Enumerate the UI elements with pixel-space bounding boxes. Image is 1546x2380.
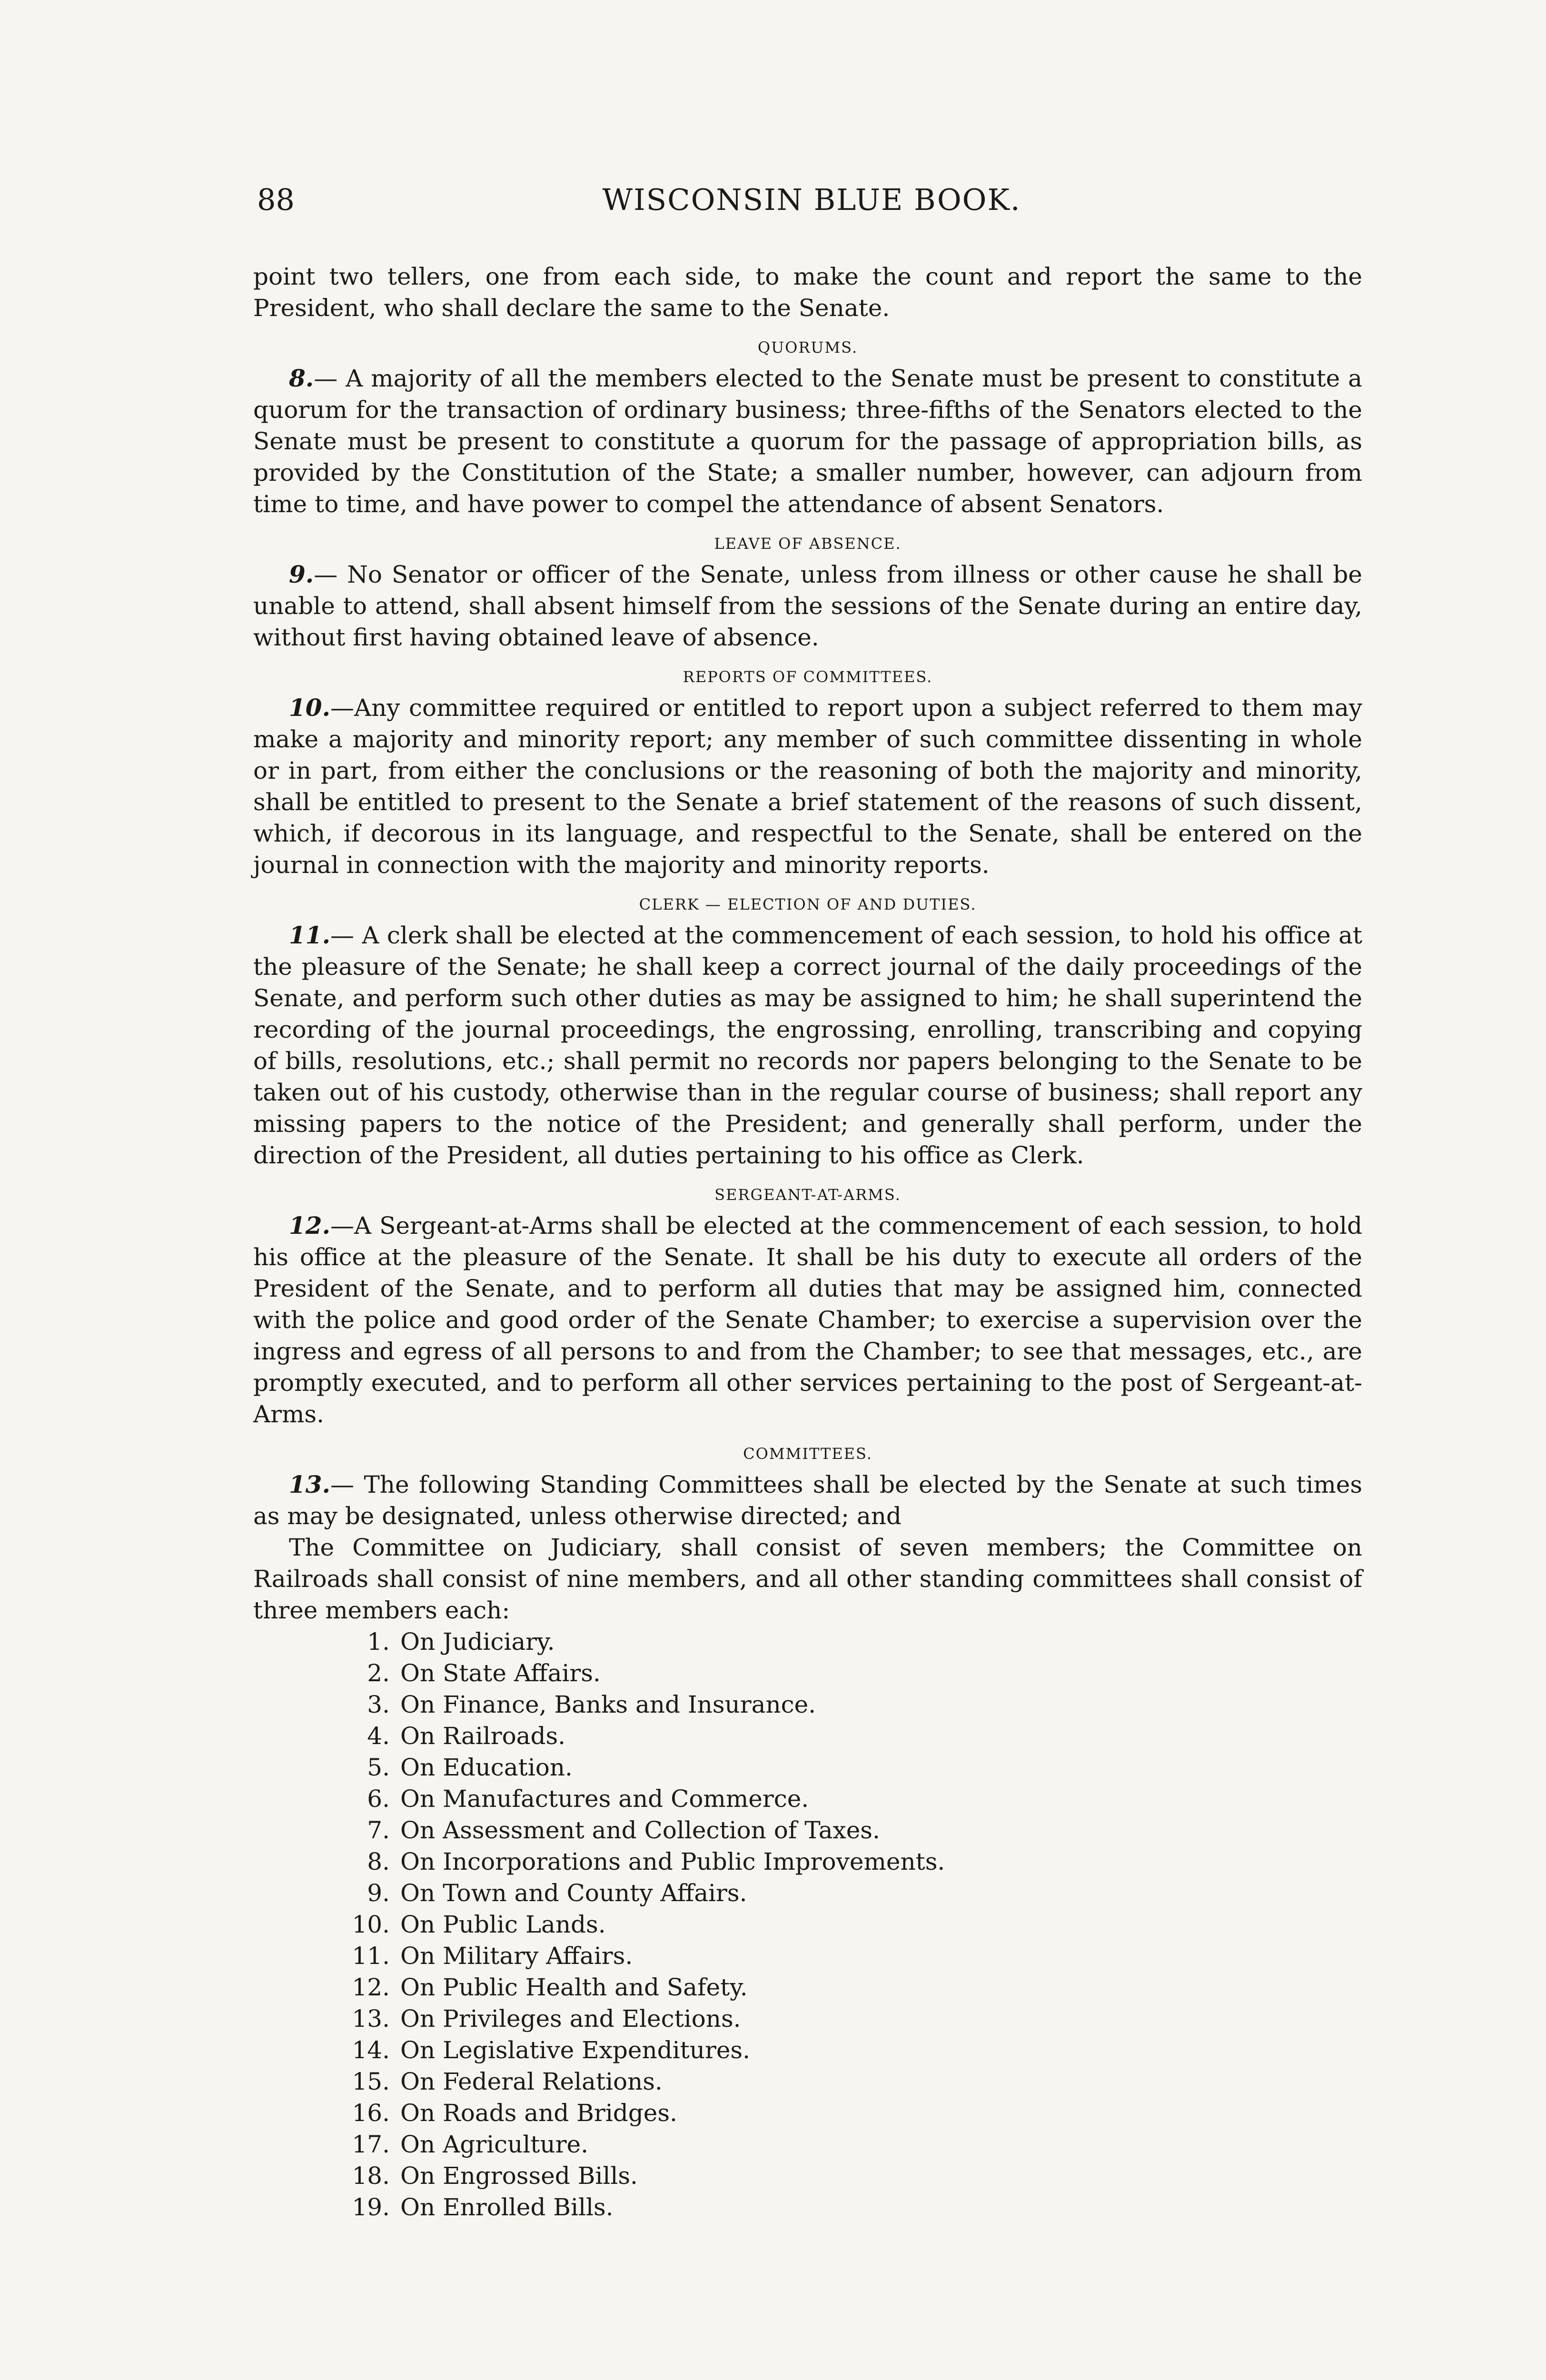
committee-number: 19. xyxy=(352,2193,390,2221)
committee-name: On Agriculture. xyxy=(400,2131,588,2158)
committee-number: 7. xyxy=(367,1816,390,1844)
committee-name: On Privileges and Elections. xyxy=(400,2005,741,2033)
committee-name: On Public Lands. xyxy=(400,1911,606,1938)
committee-name: On Roads and Bridges. xyxy=(400,2099,677,2127)
committee-number: 3. xyxy=(367,1691,390,1718)
page-header xyxy=(257,182,1366,225)
section-heading-clerk: CLERK — ELECTION OF AND DUTIES. xyxy=(639,895,977,913)
rule-13-paragraph xyxy=(253,1469,1362,1532)
rule-text: —Any committee required or entitled to report upon a subject referred to them may make a majority and minority report; any member of such committee dissenting in whole or in part, from either the conclusions or the reasoning of both the majority and minority, shall be entitled to present to the Senate a brief statement of the reasons of such dissent, which, if decorous in its language, and respectful to the Senate, shall be entered on the journal in connection with the majority and minority reports. xyxy=(253,694,1362,879)
committee-item xyxy=(351,2129,1362,2160)
committee-item xyxy=(351,1909,1362,1940)
committee-name: On Engrossed Bills. xyxy=(400,2162,638,2190)
committee-number: 14. xyxy=(352,2036,390,2064)
intro-paragraph: point two tellers, one from each side, to make the count and report the same to the President, who shall declare the same to the Senate. xyxy=(253,263,1362,322)
committee-list xyxy=(253,1626,1362,2223)
rule-text: —A Sergeant-at-Arms shall be elected at the commencement of each session, to hold his office at the pleasure of the Senate. It shall be his duty to execute all orders of the President of the Senate, and to perform all duties that may be assigned him, connected with the police and good order of the Senate Chamber; to exercise a supervision over the ingress and egress of all persons to and from the Chamber; to see that messages, etc., are promptly executed, and to perform all other services pertaining to the post of Sergeant-at-Arms. xyxy=(253,1212,1362,1428)
committee-number: 18. xyxy=(352,2162,390,2190)
page-body xyxy=(253,261,1362,2223)
committee-number: 2. xyxy=(367,1659,390,1687)
committee-item xyxy=(351,1720,1362,1752)
rule-text: — A clerk shall be elected at the commencement of each session, to hold his office at the pleasure of the Senate; he shall keep a correct journal of the daily proceedings of the Senate, and perform such other duties as may be assigned to him; he shall superintend the recording of the journal proceedings, the engrossing, enrolling, transcribing and copying of bills, resolutions, etc.; shall permit no records nor papers belonging to the Senate to be taken out of his custody, otherwise than in the regular course of business; shall report any missing papers to the notice of the President; and generally shall perform, under the direction of the President, all duties pertaining to his office as Clerk. xyxy=(253,922,1362,1169)
committee-item xyxy=(351,1815,1362,1846)
committee-name: On Education. xyxy=(400,1754,573,1781)
committee-number: 15. xyxy=(352,2068,390,2095)
rule-number: 10. xyxy=(289,694,330,722)
committee-item xyxy=(351,1657,1362,1689)
committee-number: 6. xyxy=(367,1785,390,1813)
committee-item xyxy=(351,2003,1362,2034)
committee-number: 17. xyxy=(352,2131,390,2158)
running-title: WISCONSIN BLUE BOOK. xyxy=(602,182,1021,217)
committee-item xyxy=(351,1752,1362,1783)
committee-item xyxy=(351,1783,1362,1815)
rule-number: 13. xyxy=(289,1470,330,1498)
section-heading-quorums: QUORUMS. xyxy=(757,338,858,357)
section-heading-committees: COMMITTEES. xyxy=(743,1445,872,1463)
committees-note: The Committee on Judiciary, shall consist of seven members; the Committee on Railroads shall consist of nine members, and all other standing committees shall consist of three members each: xyxy=(253,1534,1362,1624)
rule-number: 9. xyxy=(289,560,314,588)
rule-text: — No Senator or officer of the Senate, unless from illness or other cause he shall be unable to attend, shall absent himself from the sessions of the Senate during an entire day, without first having obtained leave of absence. xyxy=(253,561,1362,651)
committee-number: 5. xyxy=(367,1754,390,1781)
page-number: 88 xyxy=(257,182,295,217)
committee-item xyxy=(351,2192,1362,2223)
section-heading-sergeant-at-arms: SERGEANT-AT-ARMS. xyxy=(714,1186,901,1204)
rule-10-paragraph xyxy=(253,692,1362,881)
committee-name: On Judiciary. xyxy=(400,1628,555,1656)
section-heading-leave-of-absence: LEAVE OF ABSENCE. xyxy=(714,535,902,553)
committee-number: 1. xyxy=(367,1628,390,1656)
rule-number: 8. xyxy=(289,364,314,392)
committee-item xyxy=(351,2066,1362,2097)
committee-number: 9. xyxy=(367,1879,390,1907)
committee-item xyxy=(351,1877,1362,1909)
committee-item xyxy=(351,1972,1362,2003)
committee-number: 13. xyxy=(352,2005,390,2033)
committee-name: On Enrolled Bills. xyxy=(400,2193,614,2221)
committee-name: On Incorporations and Public Improvements. xyxy=(400,1848,945,1875)
rule-12-paragraph xyxy=(253,1210,1362,1430)
committee-item xyxy=(351,2160,1362,2192)
committee-number: 4. xyxy=(367,1722,390,1750)
committee-name: On State Affairs. xyxy=(400,1659,601,1687)
committee-number: 8. xyxy=(367,1848,390,1875)
committee-name: On Public Health and Safety. xyxy=(400,1973,748,2001)
committee-name: On Legislative Expenditures. xyxy=(400,2036,750,2064)
committee-name: On Town and County Affairs. xyxy=(400,1879,747,1907)
committee-item xyxy=(351,1626,1362,1657)
committee-number: 12. xyxy=(352,1973,390,2001)
committee-item xyxy=(351,1846,1362,1877)
rule-number: 12. xyxy=(289,1211,330,1240)
committee-name: On Assessment and Collection of Taxes. xyxy=(400,1816,880,1844)
committee-number: 16. xyxy=(352,2099,390,2127)
committee-name: On Railroads. xyxy=(400,1722,566,1750)
rule-8-paragraph xyxy=(253,363,1362,520)
committee-name: On Military Affairs. xyxy=(400,1942,633,1970)
committee-name: On Finance, Banks and Insurance. xyxy=(400,1691,816,1718)
committee-number: 11. xyxy=(352,1942,390,1970)
rule-text: — The following Standing Committees shall be elected by the Senate at such times as may be designated, unless otherwise directed; and xyxy=(253,1471,1362,1530)
section-heading-reports-of-committees: REPORTS OF COMMITTEES. xyxy=(683,668,933,686)
committee-item xyxy=(351,1689,1362,1720)
rule-9-paragraph xyxy=(253,559,1362,653)
committee-name: On Manufactures and Commerce. xyxy=(400,1785,809,1813)
rule-number: 11. xyxy=(289,921,330,949)
committee-number: 10. xyxy=(352,1911,390,1938)
rule-11-paragraph xyxy=(253,920,1362,1171)
committee-item xyxy=(351,2034,1362,2066)
rule-text: — A majority of all the members elected to the Senate must be present to constitute a quorum for the transaction of ordinary business; three-fifths of the Senators elected to the Senate must be present to constitute a quorum for the passage of appropriation bills, as provided by the Constitution of the State; a smaller number, however, can adjourn from time to time, and have power to compel the attendance of absent Senators. xyxy=(253,365,1362,518)
committee-item xyxy=(351,2097,1362,2129)
committee-name: On Federal Relations. xyxy=(400,2068,663,2095)
committee-item xyxy=(351,1940,1362,1972)
